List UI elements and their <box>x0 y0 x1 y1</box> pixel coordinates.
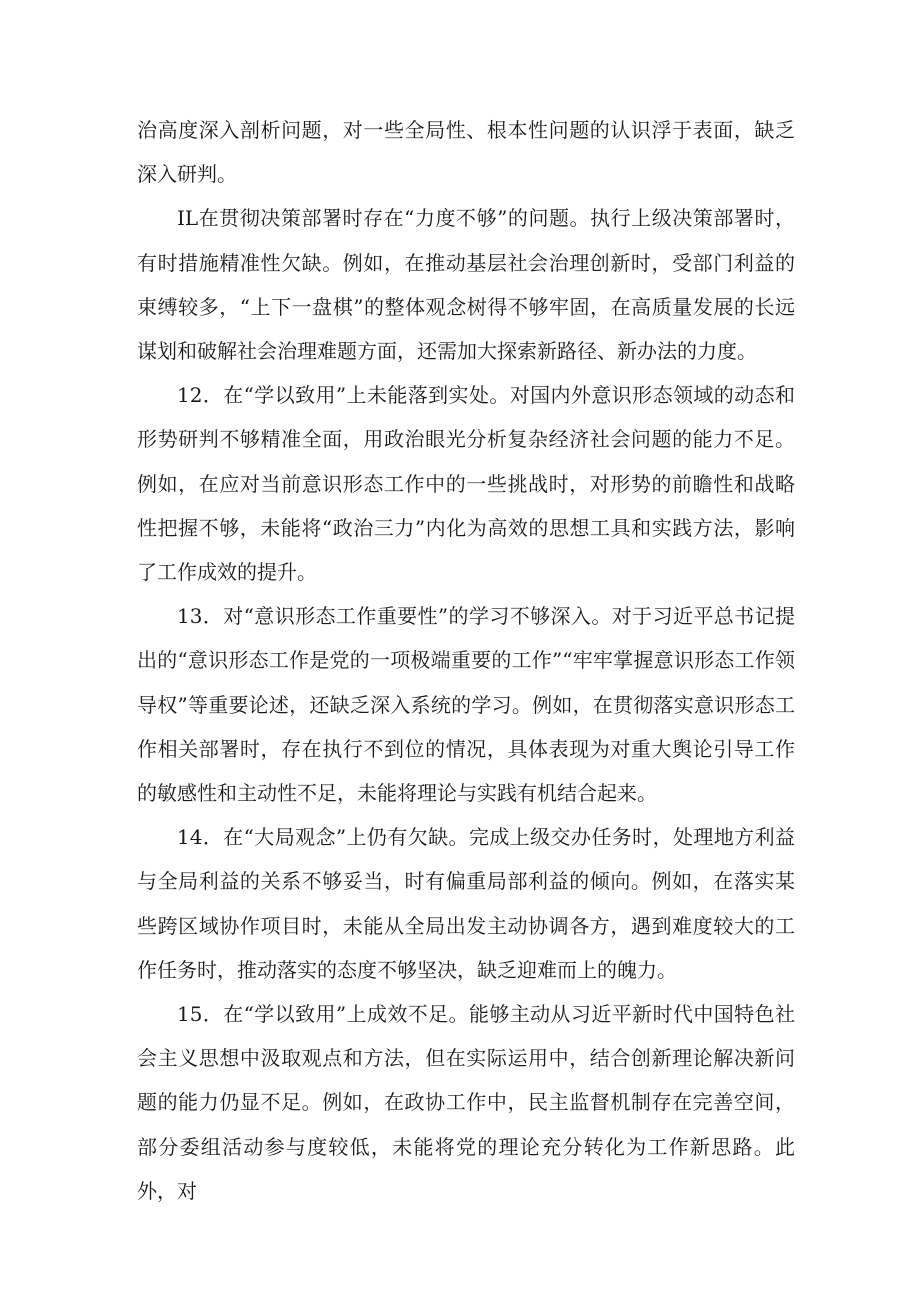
paragraph-item-15: 15．在“学以致用”上成效不足。能够主动从习近平新时代中国特色社会主义思想中汲取观点和方法，但在实际运用中，结合创新理论解决新问题的能力仍显不足。例如，在政协工作中，民主监督机制存在完善空间，部分委组活动参与度较低，未能将党的理论充分转化为工作新思路。此外，对 <box>137 1002 795 1203</box>
document-body <box>137 108 795 1213</box>
paragraph-item-14: 14．在“大局观念”上仍有欠缺。完成上级交办任务时，处理地方利益与全局利益的关系不够妥当，时有偏重局部利益的倾向。例如，在落实某些跨区域协作项目时，未能从全局出发主动协调各方，遇到难度较大的工作任务时，推动落实的态度不够坚决，缺乏迎难而上的魄力。 <box>137 825 795 982</box>
paragraph-item-11: IL在贯彻决策部署时存在“力度不够”的问题。执行上级决策部署时，有时措施精准性欠缺。例如，在推动基层社会治理创新时，受部门利益的束缚较多，“上下一盘棋”的整体观念树得不够牢固，在高质量发展的长远谋划和破解社会治理难题方面，还需加大探索新路径、新办法的力度。 <box>137 206 795 364</box>
paragraph-continuation: 治高度深入剖析问题，对一些全局性、根本性问题的认识浮于表面，缺乏深入研判。 <box>137 118 795 187</box>
paragraph-item-12: 12．在“学以致用”上未能落到实处。对国内外意识形态领域的动态和形势研判不够精准全面，用政治眼光分析复杂经济社会问题的能力不足。例如，在应对当前意识形态工作中的一些挑战时，对形势的前瞻性和战略性把握不够，未能将“政治三力”内化为高效的思想工具和实践方法，影响了工作成效的提升。 <box>137 383 795 585</box>
paragraph-item-13: 13．对“意识形态工作重要性”的学习不够深入。对于习近平总书记提出的“意识形态工作是党的一项极端重要的工作”“牢牢掌握意识形态工作领导权”等重要论述，还缺乏深入系统的学习。例如，在贯彻落实意识形态工作相关部署时，存在执行不到位的情况，具体表现为对重大舆论引导工作的敏感性和主动性不足，未能将理论与实践有机结合起来。 <box>137 604 795 806</box>
